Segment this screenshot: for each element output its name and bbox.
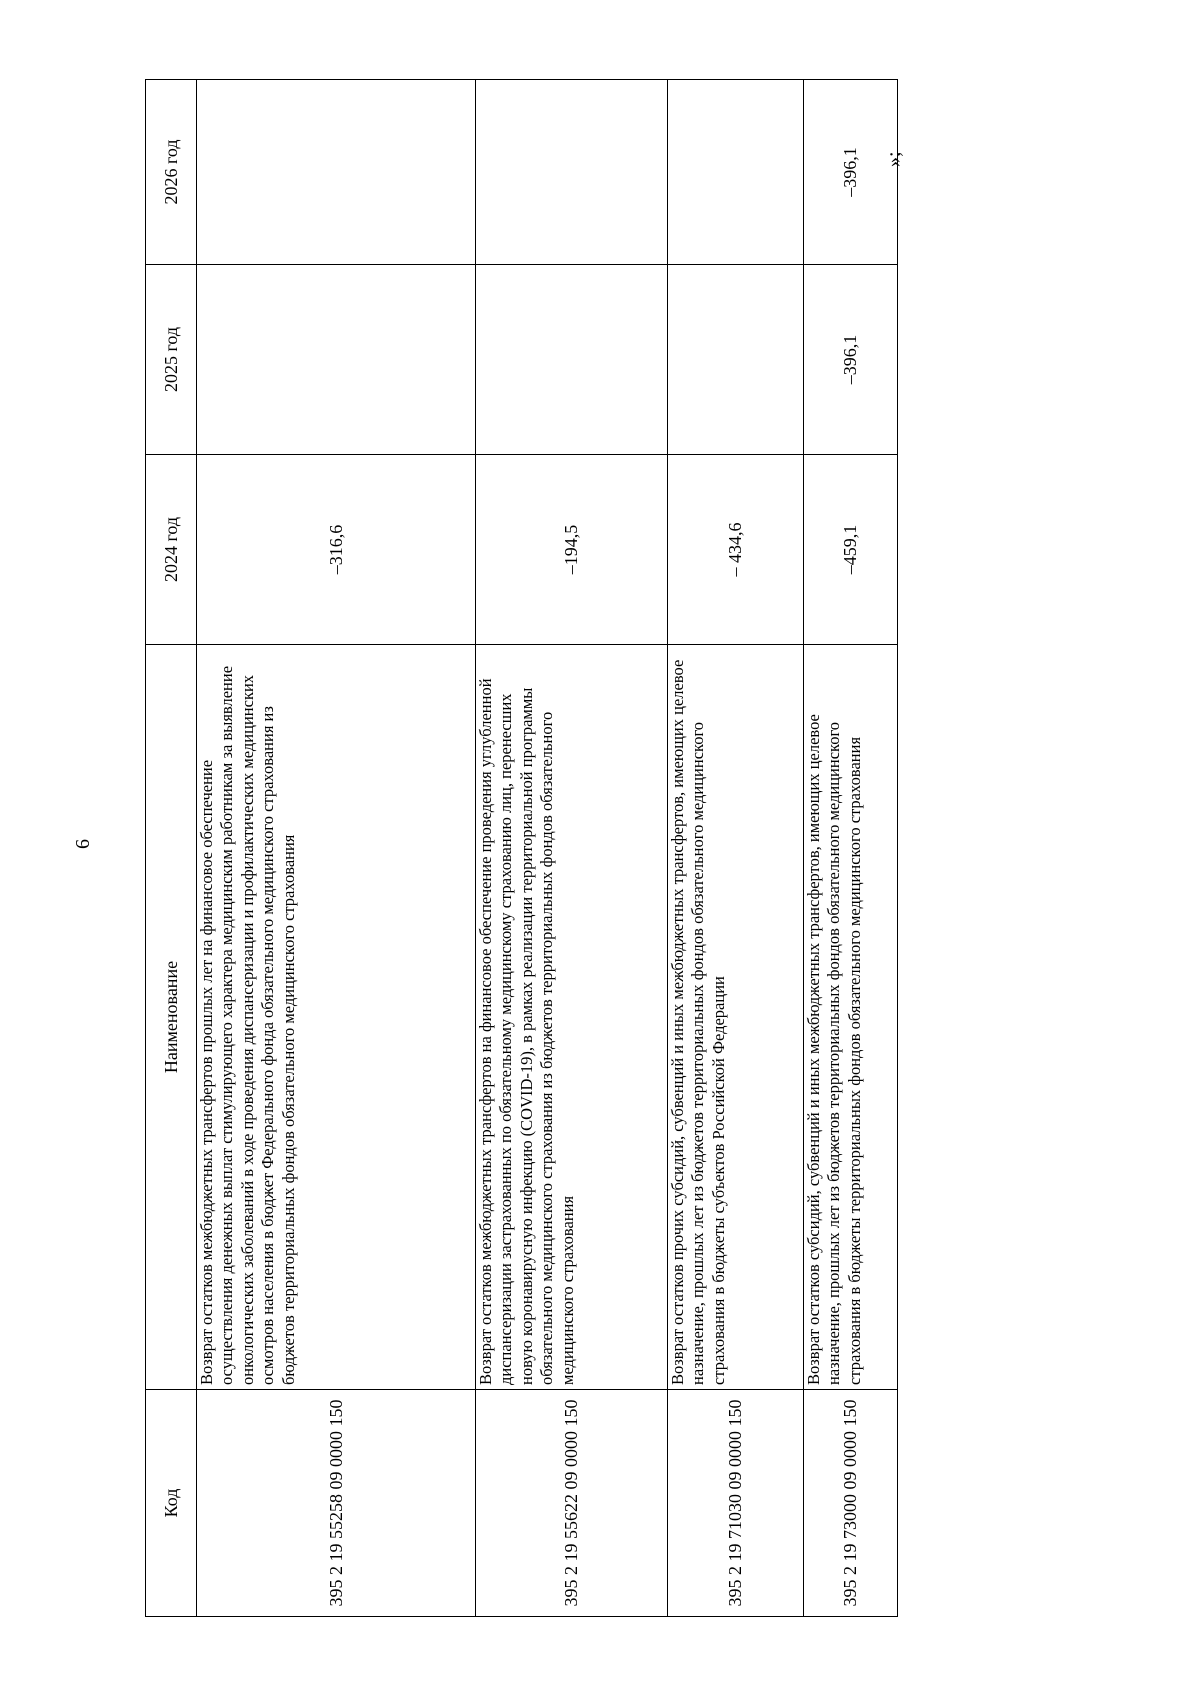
row-value-2026 <box>476 80 668 265</box>
table-row <box>804 80 898 1617</box>
row-code: 395 2 19 55622 09 0000 150 <box>476 1390 668 1617</box>
header-2024: 2024 год <box>146 455 197 645</box>
table-row <box>476 80 668 1617</box>
row-value-2024: – 434,6 <box>668 455 804 645</box>
row-name: Возврат остатков межбюджетных трансфертов прошлых лет на финансовое обеспечение осуществления денежных выплат стимулирующего характера медицинским работникам за выявление онкологических заболеваний в ходе проведения диспансеризации и профилактических медицинских осмотров населения в бюджет Федерального фонда обязательного медицинского страхования из бюджетов территориальных фондов обязательного медицинского страхования <box>197 645 476 1390</box>
closing-quote-mark: »; <box>883 151 905 167</box>
row-value-2025 <box>197 265 476 455</box>
row-value-2024: –194,5 <box>476 455 668 645</box>
table-row <box>197 80 476 1617</box>
header-name: Наименование <box>146 645 197 1390</box>
row-value-2025 <box>668 265 804 455</box>
row-value-2026 <box>197 80 476 265</box>
row-code: 395 2 19 71030 09 0000 150 <box>668 1390 804 1617</box>
row-value-2024: –316,6 <box>197 455 476 645</box>
row-name: Возврат остатков субсидий, субвенций и иных межбюджетных трансфертов, имеющих целевое назначение, прошлых лет из бюджетов территориальных фондов обязательного медицинского страхования в бюджеты территориальных фондов обязательного медицинского страхования <box>804 645 898 1390</box>
row-value-2025: –396,1 <box>804 265 898 455</box>
budget-table <box>145 79 898 1617</box>
row-name: Возврат остатков межбюджетных трансфертов на финансовое обеспечение проведения углубленной диспансеризации застрахованных по обязательному медицинскому страхованию лиц, перенесших новую коронавирусную инфекцию (COVID-19), в рамках реализации территориальной программы обязательного медицинского страхования из бюджетов территориальных фондов обязательного медицинского страхования <box>476 645 668 1390</box>
row-value-2026 <box>668 80 804 265</box>
row-value-2025 <box>476 265 668 455</box>
table-row <box>668 80 804 1617</box>
row-code: 395 2 19 73000 09 0000 150 <box>804 1390 898 1617</box>
table-header-row <box>146 80 197 1617</box>
row-code: 395 2 19 55258 09 0000 150 <box>197 1390 476 1617</box>
row-value-2026: –396,1 <box>804 80 898 265</box>
page-number: 6 <box>72 839 94 849</box>
header-2026: 2026 год <box>146 80 197 265</box>
row-value-2024: –459,1 <box>804 455 898 645</box>
header-code: Код <box>146 1390 197 1617</box>
header-2025: 2025 год <box>146 265 197 455</box>
row-name: Возврат остатков прочих субсидий, субвенций и иных межбюджетных трансфертов, имеющих целевое назначение, прошлых лет из бюджетов территориальных фондов обязательного медицинского страхования в бюджеты субъектов Российской Федерации <box>668 645 804 1390</box>
